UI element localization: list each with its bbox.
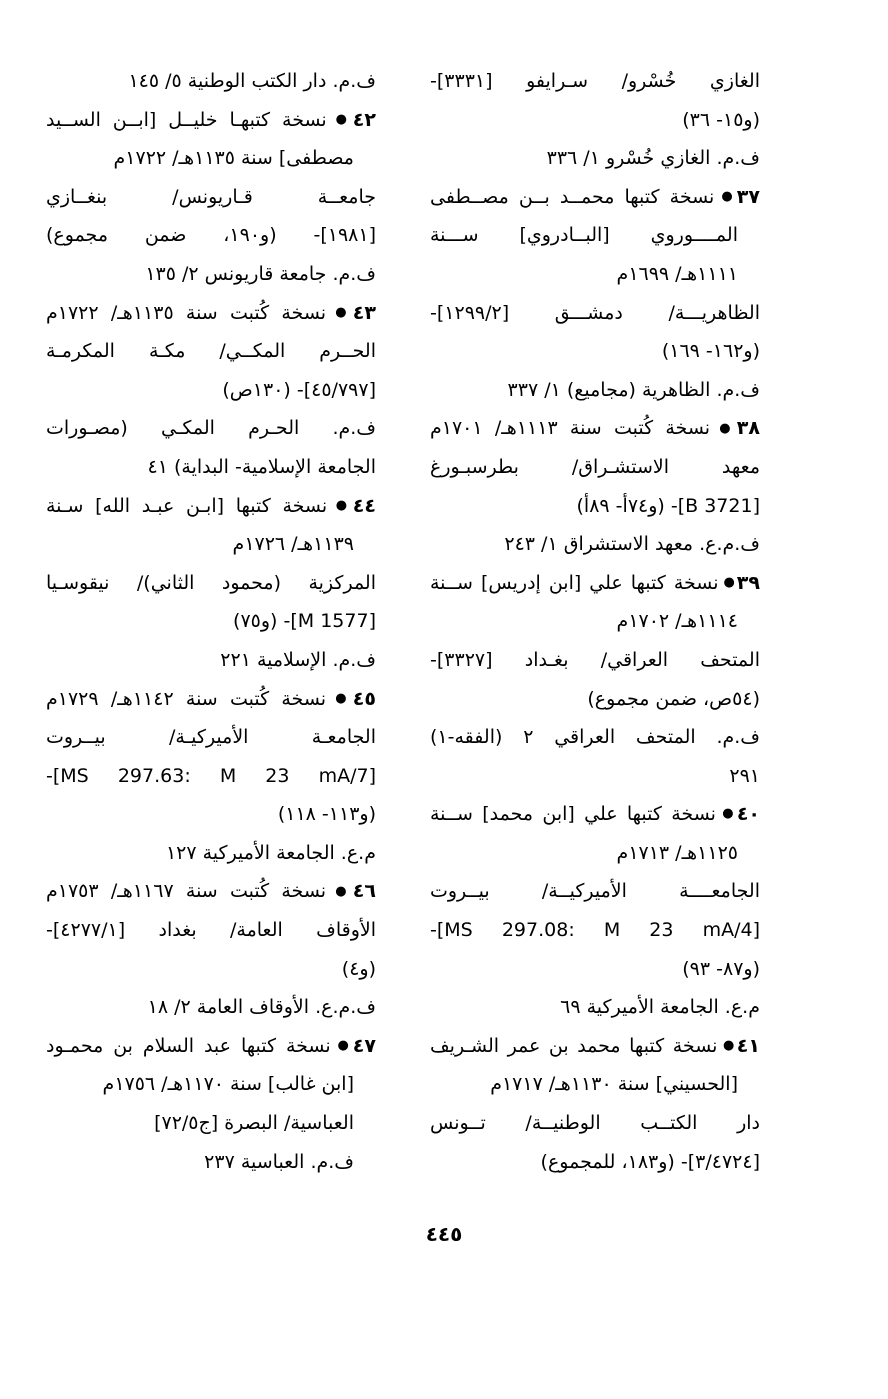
entry-line xyxy=(430,641,760,680)
bullet-icon: ● xyxy=(721,574,737,590)
line-text: الظاهريـــة/ دمشـــق [١٢٩٩/٢]- xyxy=(430,301,760,324)
entry-line xyxy=(430,216,760,255)
entry-line xyxy=(430,911,760,950)
entry-heading-line xyxy=(46,294,376,333)
entry-line xyxy=(430,139,760,178)
bullet-icon: ● xyxy=(718,806,737,822)
line-text: نسخة كتبهـا خليــل [ابــن الســيد xyxy=(46,108,327,131)
line-text: الجامعـة الأميركيـة/ بيــروت xyxy=(46,726,376,749)
right-column xyxy=(430,62,760,1181)
line-text: م.ع. الجامعة الأميركية ١٢٧ xyxy=(165,841,376,864)
entry-line xyxy=(46,834,376,873)
line-text: ف.م. المتحف العراقي ٢ (الفقه-١) xyxy=(430,726,760,749)
entry-line xyxy=(46,602,376,641)
line-text: م.ع. الجامعة الأميركية ٦٩ xyxy=(560,996,760,1019)
entry-line xyxy=(430,332,760,371)
entry-line xyxy=(46,988,376,1027)
entry-line xyxy=(46,641,376,680)
entry-line xyxy=(46,216,376,255)
left-column xyxy=(46,62,376,1181)
entry-line xyxy=(430,1065,760,1104)
entry-line xyxy=(430,255,760,294)
entry-number: ٤٢ xyxy=(352,108,376,131)
line-text: الجامعــــة الأميركيــة/ بيــروت xyxy=(430,880,760,903)
entry-line xyxy=(46,409,376,448)
entry-number: ٤١ xyxy=(736,1034,760,1057)
entry-line xyxy=(46,525,376,564)
line-text: نسخة كتبها محمــد بــن مصــطفى xyxy=(430,185,715,208)
line-text: [١٩٨١]- (و١٩٠، ضمن مجموع) xyxy=(46,224,376,247)
entry-number: ٣٩ xyxy=(736,571,760,594)
line-text: (و١٥- ٣٦) xyxy=(682,108,760,131)
entry-line xyxy=(430,525,760,564)
entry-line xyxy=(46,332,376,371)
entry-line xyxy=(430,950,760,989)
line-text: نسخة كتبها محمد بن عمر الشـريف xyxy=(430,1034,718,1057)
line-text: نسخة كُتبت سنة ١١٦٧هـ/ ١٧٥٣م xyxy=(46,880,327,903)
entry-line xyxy=(430,487,760,526)
line-text: ف.م. العباسية ٢٣٧ xyxy=(204,1150,354,1173)
entry-line xyxy=(46,1143,376,1182)
bullet-icon: ● xyxy=(717,188,737,204)
entry-heading-line xyxy=(430,1027,760,1066)
entry-line xyxy=(430,872,760,911)
entry-heading-line xyxy=(46,101,376,140)
line-text: [MS 297.63: M 23 mA/7]- xyxy=(46,764,376,787)
line-text: المــــوروي [البــادروي] ســـنة xyxy=(430,224,738,247)
entry-line xyxy=(46,371,376,410)
bullet-icon: ● xyxy=(333,1038,353,1054)
line-text: ١١١١هـ/ ١٦٩٩م xyxy=(616,262,738,285)
line-text: ف.م.ع. الأوقاف العامة ٢/ ١٨ xyxy=(147,996,376,1019)
entry-line xyxy=(430,1143,760,1182)
line-text: الجامعة الإسلامية- البداية) ٤١ xyxy=(147,455,376,478)
line-text: (و٤) xyxy=(341,957,376,980)
line-text: (٥٤ص، ضمن مجموع) xyxy=(587,687,760,710)
line-text: ف.م. جامعة قاريونس ٢/ ١٣٥ xyxy=(145,262,376,285)
line-text: ف.م.ع. معهد الاستشراق ١/ ٢٤٣ xyxy=(504,533,760,556)
line-text: ف.م. الحـرم المكـي (مصـورات xyxy=(46,417,376,440)
bullet-icon: ● xyxy=(329,690,353,706)
entry-line xyxy=(46,757,376,796)
entry-line xyxy=(430,62,760,101)
line-text: [B 3721]- (و٧٤أ- ٨٩أ) xyxy=(576,494,760,517)
line-text: ف.م. دار الكتب الوطنية ٥/ ١٤٥ xyxy=(128,70,376,92)
line-text: ف.م. الإسلامية ٢٢١ xyxy=(220,648,376,671)
line-text: (و١١٣- ١١٨) xyxy=(277,803,376,826)
line-text: (و١٦٢- ١٦٩) xyxy=(661,340,760,363)
entry-heading-line xyxy=(430,564,760,603)
entry-line xyxy=(46,139,376,178)
entry-number: ٣٧ xyxy=(736,185,760,208)
entry-number: ٤٣ xyxy=(352,301,376,324)
entry-line xyxy=(430,834,760,873)
entry-line xyxy=(46,564,376,603)
line-text: المركزية (محمود الثاني)/ نيقوسـيا xyxy=(46,571,376,594)
line-text: [الحسيني] سنة ١١٣٠هـ/ ١٧١٧م xyxy=(490,1073,738,1096)
entry-line xyxy=(46,62,376,101)
line-text: الأوقاف العامة/ بغداد [٤٢٧٧/١]- xyxy=(46,919,376,942)
line-text: (و٨٧- ٩٣) xyxy=(682,957,760,980)
entry-line xyxy=(430,371,760,410)
page-number: ٤٤٥ xyxy=(425,1222,463,1246)
entry-number: ٤٠ xyxy=(736,803,760,826)
entry-heading-line xyxy=(46,680,376,719)
line-text: جامعــة قـاريونس/ بنغــازي xyxy=(46,185,376,208)
entry-heading-line xyxy=(46,487,376,526)
line-text: نسخة كتبها [ابـن عبـد الله] سـنة xyxy=(46,494,328,517)
entry-line xyxy=(46,1104,376,1143)
line-text: الحــرم المكــي/ مكـة المكرمـة xyxy=(46,340,376,363)
line-text: ١١٣٩هـ/ ١٧٢٦م xyxy=(232,533,354,556)
entry-line xyxy=(46,255,376,294)
line-text: [MS 297.08: M 23 mA/4]- xyxy=(430,919,760,942)
line-text: دار الكتــب الوطنيــة/ تــونس xyxy=(430,1112,760,1135)
line-text: مصطفى] سنة ١١٣٥هـ/ ١٧٢٢م xyxy=(113,147,354,170)
entry-line xyxy=(46,950,376,989)
entry-line xyxy=(430,294,760,333)
entry-number: ٤٦ xyxy=(352,880,376,903)
entry-number: ٤٥ xyxy=(352,687,376,710)
entry-line xyxy=(430,680,760,719)
entry-heading-line xyxy=(430,795,760,834)
line-text: المتحف العراقي/ بغـداد [٣٣٢٧]- xyxy=(430,648,760,671)
line-text: نسخة كُتبت سنة ١١٣٥هـ/ ١٧٢٢م xyxy=(46,301,327,324)
entry-line xyxy=(430,757,760,796)
line-text: نسخة كُتبت سنة ١١١٣هـ/ ١٧٠١م xyxy=(430,417,711,440)
line-text: ١١١٤هـ/ ١٧٠٢م xyxy=(616,610,738,633)
entry-number: ٤٤ xyxy=(352,494,376,517)
line-text: نسخة كتبها علي [ابن إدريس] ســنة xyxy=(430,571,719,594)
line-text: ٢٩١ xyxy=(729,764,760,787)
entry-line xyxy=(46,1065,376,1104)
entry-heading-line xyxy=(430,178,760,217)
entry-line xyxy=(430,602,760,641)
line-text: الغازي خُسْرو/ سـرايفو [٣٣٣١]- xyxy=(430,70,760,92)
line-text: [٣/٤٧٢٤]- (و١٨٣، للمجموع) xyxy=(540,1150,760,1173)
bullet-icon: ● xyxy=(329,111,353,127)
line-text: [M 1577]- (و٧٥) xyxy=(233,610,376,633)
entry-number: ٣٨ xyxy=(736,417,760,440)
entry-line xyxy=(430,448,760,487)
entry-line xyxy=(430,988,760,1027)
line-text: [٤٥/٧٩٧]- (١٣٠ص) xyxy=(222,378,376,401)
bullet-icon: ● xyxy=(720,1038,737,1054)
entry-line xyxy=(46,448,376,487)
line-text: نسخة كتبها علي [ابن محمد] ســنة xyxy=(430,803,716,826)
entry-line xyxy=(430,718,760,757)
entry-line xyxy=(430,1104,760,1143)
entry-heading-line xyxy=(430,409,760,448)
entry-line xyxy=(46,911,376,950)
line-text: ١١٢٥هـ/ ١٧١٣م xyxy=(616,841,738,864)
line-text: معهد الاستشـراق/ بطرسبـورغ xyxy=(430,455,760,478)
entry-heading-line xyxy=(46,1027,376,1066)
entry-line xyxy=(46,795,376,834)
bullet-icon: ● xyxy=(330,497,353,513)
line-text: [ابن غالب] سنة ١١٧٠هـ/ ١٧٥٦م xyxy=(102,1073,354,1096)
line-text: ف.م. الغازي خُسْرو ١/ ٣٣٦ xyxy=(546,147,760,170)
entry-number: ٤٧ xyxy=(352,1034,376,1057)
line-text: نسخة كتبها عبد السلام بن محمـود xyxy=(46,1034,331,1057)
line-text: العباسية/ البصرة [ج٧٢/٥] xyxy=(154,1112,354,1135)
entry-line xyxy=(46,178,376,217)
line-text: ف.م. الظاهرية (مجاميع) ١/ ٣٣٧ xyxy=(507,378,760,401)
bullet-icon: ● xyxy=(329,883,353,899)
entry-line xyxy=(46,718,376,757)
bullet-icon: ● xyxy=(329,304,353,320)
entry-heading-line xyxy=(46,872,376,911)
entry-line xyxy=(430,101,760,140)
line-text: نسخة كُتبت سنة ١١٤٢هـ/ ١٧٢٩م xyxy=(46,687,327,710)
bullet-icon: ● xyxy=(713,420,737,436)
